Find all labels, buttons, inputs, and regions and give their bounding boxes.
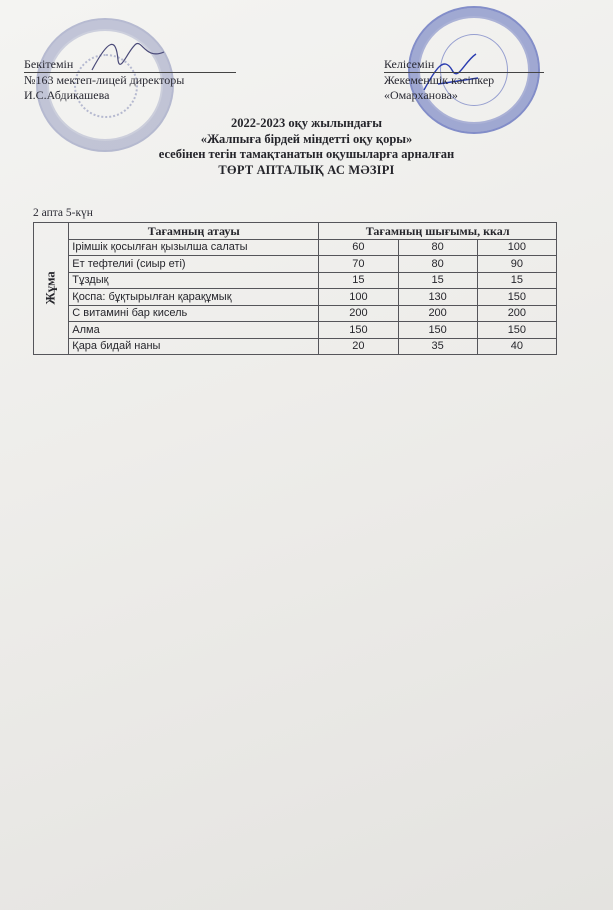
approval-block (24, 57, 236, 103)
yield-3: 200 (477, 305, 556, 322)
agreement-block (384, 57, 544, 103)
document-title (0, 116, 613, 178)
yield-3: 150 (477, 322, 556, 339)
yield-3: 150 (477, 289, 556, 306)
yield-3: 100 (477, 239, 556, 256)
yield-2: 80 (398, 239, 477, 256)
title-fund: «Жалпыға бірдей міндетті оқу қоры» (200, 131, 413, 146)
title-purpose: есебінен тегін тамақтанатын оқушыларға арналған (158, 147, 455, 161)
yield-2: 15 (398, 272, 477, 289)
yield-2: 130 (398, 289, 477, 306)
yield-3: 40 (477, 338, 556, 355)
yield-1: 100 (319, 289, 398, 306)
day-label: Жұма (44, 271, 59, 305)
yield-2: 150 (398, 322, 477, 339)
dish-name: Қоспа: бұқтырылған қарақұмық (69, 289, 319, 306)
yield-3: 90 (477, 256, 556, 273)
table-row (34, 272, 557, 289)
title-menu: ТӨРТ АПТАЛЫҚ АС МӘЗІРІ (218, 162, 395, 177)
approval-label: Бекітемін (24, 57, 236, 73)
agreement-entrepreneur-title: Жекеменшік кәсіпкер (384, 73, 495, 87)
yield-1: 15 (319, 272, 398, 289)
dish-name: Тұздық (69, 272, 319, 289)
approval-director-title: №163 мектеп-лицей директоры (24, 73, 185, 87)
table-row (34, 305, 557, 322)
dish-name: С витамині бар кисель (69, 305, 319, 322)
table-row (34, 322, 557, 339)
agreement-entrepreneur-name: «Омарханова» (384, 88, 458, 102)
dish-name: Қара бидай наны (69, 338, 319, 355)
dish-name: Ет тефтелиі (сиыр еті) (69, 256, 319, 273)
header-dish-name: Тағамның атауы (69, 223, 319, 240)
table-row (34, 289, 557, 306)
table-row (34, 338, 557, 355)
yield-2: 200 (398, 305, 477, 322)
table-row (34, 239, 557, 256)
agreement-label: Келісемін (384, 57, 544, 73)
yield-2: 35 (398, 338, 477, 355)
dish-name: Алма (69, 322, 319, 339)
yield-1: 60 (319, 239, 398, 256)
table-row (34, 256, 557, 273)
yield-2: 80 (398, 256, 477, 273)
yield-1: 70 (319, 256, 398, 273)
approval-director-name: И.С.Абдикашева (24, 88, 110, 102)
header-dish-yield: Тағамның шығымы, ккал (319, 223, 557, 240)
yield-1: 150 (319, 322, 398, 339)
yield-3: 15 (477, 272, 556, 289)
menu-table (33, 222, 557, 355)
yield-1: 200 (319, 305, 398, 322)
week-day-label: 2 апта 5-күн (33, 207, 93, 219)
table-header-row (34, 223, 557, 240)
yield-1: 20 (319, 338, 398, 355)
dish-name: Ірімшік қосылған қызылша салаты (69, 239, 319, 256)
title-year: 2022-2023 оқу жылындағы (231, 116, 382, 130)
day-cell (34, 223, 69, 355)
